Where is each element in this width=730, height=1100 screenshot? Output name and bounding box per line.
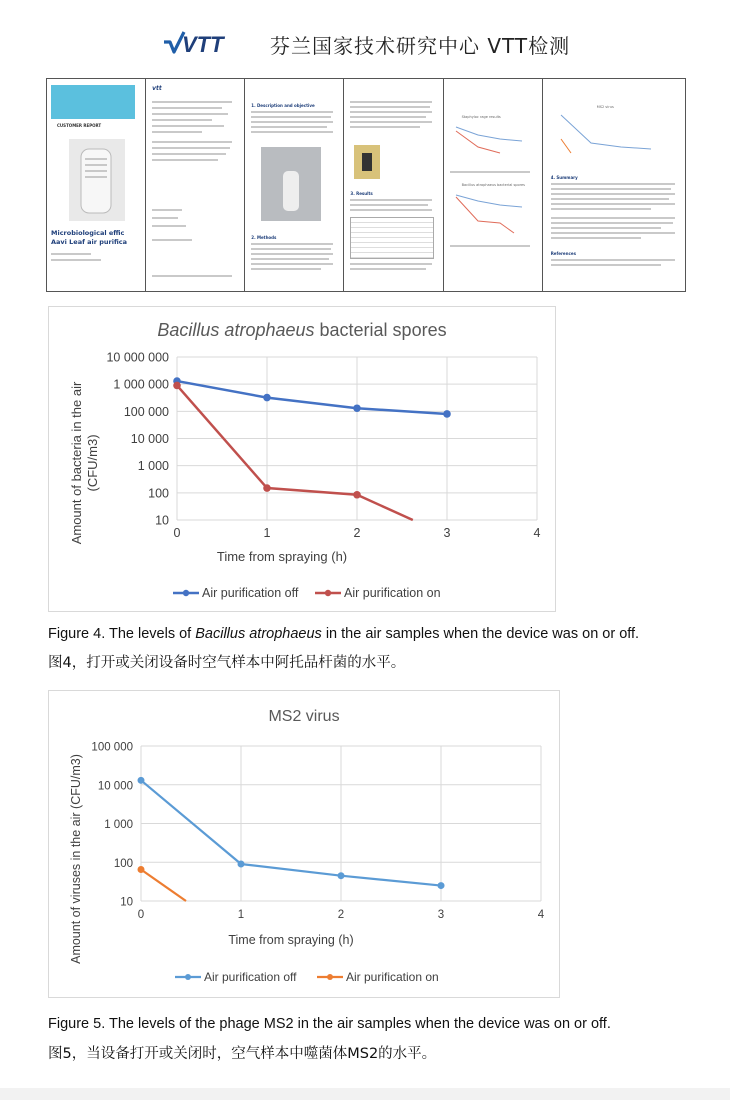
data-point [438, 882, 445, 889]
page-title: 芬兰国家技术研究中心 VTT检测 [270, 34, 571, 58]
series-line-0 [177, 381, 447, 414]
figure5-caption: Figure 5. The levels of the phage MS2 in the air samples when the device was on or off. [48, 1016, 611, 1032]
footer-bar [0, 1088, 730, 1100]
y-axis-label: Amount of viruses in the air (CFU/m3) [69, 754, 83, 964]
figure4-caption-prefix: Figure 4. The levels of [48, 626, 196, 642]
x-axis-label: Time from spraying (h) [216, 549, 348, 564]
series-lines [138, 777, 445, 901]
report-title-line2: Aavi Leaf air purifica [51, 238, 128, 246]
legend-label-off: Air purification off [202, 586, 299, 600]
report-page-thumbnail[interactable] [444, 79, 543, 291]
data-point [138, 866, 145, 873]
data-point [173, 382, 181, 390]
legend [175, 970, 439, 984]
air-purifier-photo [69, 139, 125, 221]
ms2-chart-svg [49, 691, 559, 997]
mini-chart3-title: MS2 virus [596, 105, 614, 109]
y-tick-label: 10 000 [130, 432, 169, 446]
y-tick-label: 100 [148, 486, 169, 501]
y-tick-label: 10 000 [97, 780, 133, 793]
x-axis-label: Time from spraying (h) [228, 933, 354, 947]
mini-chart-3 [551, 109, 671, 157]
y-tick-label: 100 000 [91, 741, 133, 754]
y-axis-label [69, 381, 100, 544]
y-tick-labels [106, 351, 169, 528]
chart-title-rest: bacterial spores [314, 320, 447, 340]
y-axis-label-line2: (CFU/m3) [85, 434, 100, 492]
chart-title-italic: Bacillus atrophaeus [157, 320, 315, 340]
data-point [353, 491, 361, 499]
section3-heading: 3. Results [350, 191, 373, 196]
y-tick-label: 1 000 [104, 819, 133, 831]
series-line-1 [141, 869, 186, 901]
report-title-line1: Microbiological effic [51, 229, 125, 237]
data-point [263, 394, 271, 402]
figure4-caption-cn: 图4，打开或关闭设备时空气样本中阿托品杆菌的水平。 [48, 655, 406, 671]
report-page-thumbnail[interactable] [543, 79, 685, 291]
legend-marker-off [185, 974, 191, 980]
figure4-caption-suffix: in the air samples when the device was on or off. [321, 626, 640, 642]
section2-heading: 2. Methods [251, 235, 277, 240]
x-tick-label: 4 [537, 909, 545, 921]
logo-text: VTT [182, 32, 224, 57]
references-heading: References [550, 251, 576, 256]
mini-chart-1 [450, 119, 534, 163]
legend-label-off: Air purification off [204, 970, 297, 984]
cover-banner [51, 85, 135, 119]
mini-chart2-title: Bacillus atrophaeus bacterial spores [461, 183, 525, 187]
data-point [138, 777, 145, 784]
data-point [353, 404, 361, 412]
report-page-thumbnail[interactable] [245, 79, 344, 291]
data-point [338, 872, 345, 879]
y-tick-label: 10 [155, 513, 169, 528]
y-tick-label: 100 000 [123, 404, 169, 419]
y-axis-label-line1: Amount of bacteria in the air [69, 381, 84, 545]
report-thumbnail-strip [46, 78, 686, 292]
x-tick-label: 0 [137, 909, 145, 921]
results-table-thumbnail [350, 217, 434, 259]
data-point [263, 484, 271, 492]
y-tick-label: 100 [113, 857, 133, 870]
vtt-logo [160, 28, 260, 58]
mini-chart-2 [450, 187, 534, 237]
x-tick-label: 1 [237, 909, 245, 921]
legend-label-on: Air purification on [346, 970, 439, 984]
x-tick-label: 3 [443, 526, 451, 540]
x-tick-label: 0 [173, 526, 181, 540]
figure4-caption-italic: Bacillus atrophaeus [195, 626, 322, 642]
legend-label-on: Air purification on [344, 586, 441, 600]
legend [173, 586, 441, 600]
page-header [0, 0, 730, 76]
x-tick-label: 2 [337, 909, 345, 921]
x-tick-label: 2 [353, 526, 361, 540]
figure4-caption [48, 626, 639, 642]
bacillus-chart [48, 306, 556, 612]
section1-heading: 1. Description and objective [251, 103, 315, 108]
test-chamber-photo [261, 147, 321, 221]
series-line-0 [141, 780, 441, 885]
x-tick-labels [138, 909, 545, 921]
y-tick-label: 1 000 000 [113, 377, 169, 392]
chart-title: MS2 virus [268, 708, 340, 725]
y-tick-label: 10 000 000 [106, 350, 169, 365]
x-tick-label: 4 [533, 526, 541, 540]
section4-heading: 4. Summary [550, 175, 578, 180]
mini-chart1-title: Staphyloc rage results [461, 115, 501, 119]
chart-title [157, 320, 446, 340]
data-point [238, 861, 245, 868]
x-tick-label: 3 [437, 909, 445, 921]
y-tick-labels [91, 742, 133, 909]
y-tick-label: 10 [120, 896, 133, 909]
data-point [443, 410, 451, 418]
x-tick-labels [174, 526, 541, 540]
figure5-caption-cn: 图5，当设备打开或关闭时，空气样本中噬菌体MS2的水平。 [48, 1046, 437, 1062]
legend-marker-on [327, 974, 333, 980]
report-page-thumbnail[interactable] [344, 79, 443, 291]
x-tick-label: 1 [263, 526, 271, 540]
ms2-chart [48, 690, 560, 998]
report-page-thumbnail[interactable] [47, 79, 146, 291]
legend-marker-off [183, 590, 189, 596]
report-page-thumbnail[interactable]: vtt [146, 79, 245, 291]
legend-marker-on [325, 590, 331, 596]
bacillus-chart-svg [49, 307, 555, 611]
customer-report-label: CUSTOMER REPORT [57, 123, 102, 128]
series-line-1 [177, 385, 413, 520]
series-lines [173, 377, 451, 520]
sampler-photo [354, 145, 380, 179]
y-tick-label: 1 000 [137, 459, 169, 474]
